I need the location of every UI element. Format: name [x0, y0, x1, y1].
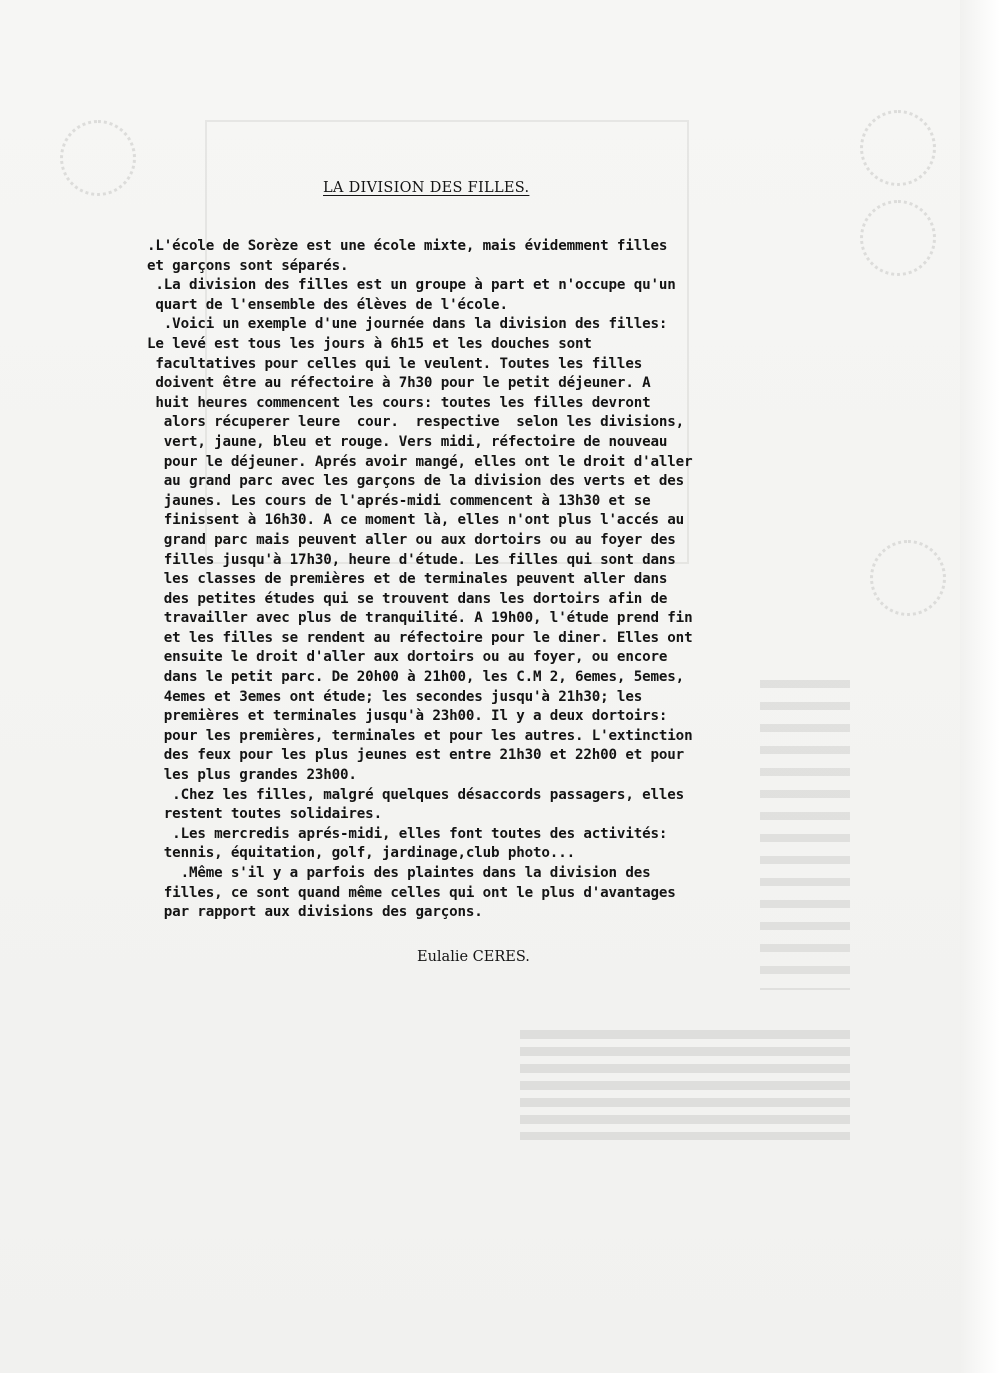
page-edge-shadow: [960, 0, 1000, 1373]
body-line: les plus grandes 23h00.: [147, 767, 357, 784]
body-line: .Les mercredis aprés-midi, elles font toutes des activités:: [147, 825, 668, 842]
bleed-through-flower-decoration: [60, 120, 136, 196]
body-line: pour le déjeuner. Aprés avoir mangé, elles ont le droit d'aller: [147, 453, 693, 470]
body-line: des feux pour les plus jeunes est entre 21h30 et 22h00 et pour: [147, 747, 685, 764]
body-line: facultatives pour celles qui le veulent. Toutes les filles: [147, 355, 643, 372]
body-line: et les filles se rendent au réfectoire pour le diner. Elles ont: [147, 629, 693, 646]
body-line: doivent être au réfectoire à 7h30 pour le petit déjeuner. A: [147, 375, 651, 392]
body-line: les classes de premières et de terminales peuvent aller dans: [147, 571, 668, 588]
body-line: et garçons sont séparés.: [147, 257, 349, 274]
body-line: ensuite le droit d'aller aux dortoirs ou au foyer, ou encore: [147, 649, 668, 666]
bleed-through-flower-decoration: [860, 200, 936, 276]
body-line: alors récuperer leure cour. respective selon les divisions,: [147, 414, 685, 431]
body-line: premières et terminales jusqu'à 23h00. Il y a deux dortoirs:: [147, 708, 668, 725]
article-body: [147, 237, 707, 923]
body-line: huit heures commencent les cours: toutes les filles devront: [147, 394, 651, 411]
body-line: .Chez les filles, malgré quelques désaccords passagers, elles: [147, 786, 685, 803]
body-line: pour les premières, terminales et pour les autres. L'extinction: [147, 727, 693, 744]
body-line: .La division des filles est un groupe à part et n'occupe qu'un: [147, 277, 676, 294]
body-line: des petites études qui se trouvent dans les dortoirs afin de: [147, 590, 668, 607]
bleed-through-name-list: [520, 1030, 850, 1140]
body-line: au grand parc avec les garçons de la division des verts et des: [147, 473, 685, 490]
bleed-through-flower-decoration: [860, 110, 936, 186]
body-line: finissent à 16h30. A ce moment là, elles n'ont plus l'accés au: [147, 512, 685, 529]
body-line: 4emes et 3emes ont étude; les secondes jusqu'à 21h30; les: [147, 688, 643, 705]
body-line: grand parc mais peuvent aller ou aux dortoirs ou au foyer des: [147, 531, 676, 548]
body-line: .Même s'il y a parfois des plaintes dans la division des: [147, 865, 651, 881]
body-line: tennis, équitation, golf, jardinage,club photo...: [147, 845, 575, 862]
body-line: Le levé est tous les jours à 6h15 et les douches sont: [147, 335, 592, 352]
body-line: .Voici un exemple d'une journée dans la division des filles:: [147, 316, 668, 333]
bleed-through-text-column: [760, 680, 850, 990]
body-line: par rapport aux divisions des garçons.: [147, 904, 483, 921]
body-line: quart de l'ensemble des élèves de l'école.: [147, 296, 508, 313]
body-line: filles jusqu'à 17h30, heure d'étude. Les filles qui sont dans: [147, 551, 676, 568]
bleed-through-flower-decoration: [870, 540, 946, 616]
author-signature: Eulalie CERES.: [417, 949, 530, 965]
article-title: LA DIVISION DES FILLES.: [323, 180, 530, 196]
body-line: travailler avec plus de tranquilité. A 19h00, l'étude prend fin: [147, 610, 693, 627]
body-line: .L'école de Sorèze est une école mixte, mais évidemment filles: [147, 238, 668, 254]
body-line: restent toutes solidaires.: [147, 806, 382, 823]
body-line: vert, jaune, bleu et rouge. Vers midi, réfectoire de nouveau: [147, 433, 668, 450]
body-line: jaunes. Les cours de l'aprés-midi commencent à 13h30 et se: [147, 492, 651, 509]
body-line: dans le petit parc. De 20h00 à 21h00, les C.M 2, 6emes, 5emes,: [147, 669, 685, 686]
body-line: filles, ce sont quand même celles qui ont le plus d'avantages: [147, 884, 676, 901]
